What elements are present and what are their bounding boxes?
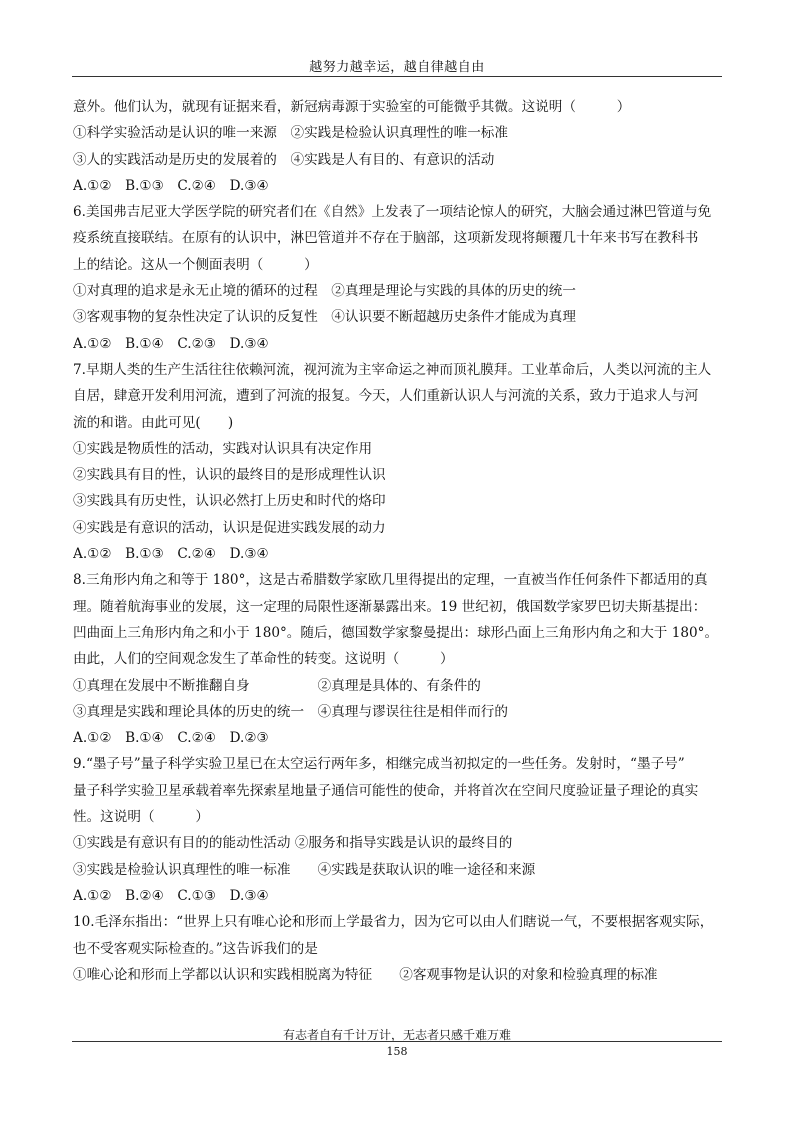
- text-line: 自居，肆意开发利用河流，遭到了河流的报复。今天，人们重新认识人与河流的关系，致力于追求人与河: [73, 388, 699, 405]
- question-10-text: 10.毛泽东指出：“世界上只有唯心论和形而上学最省力，因为它可以由人们瞎说一气，不要根据客观实际，: [73, 914, 714, 931]
- question-7-text: 7.早期人类的生产生活往往依赖河流，视河流为主宰命运之神而顶礼膜拜。工业革命后，人类以河流的主人: [73, 361, 712, 378]
- option-line: ①真理在发展中不断推翻自身 ②真理是具体的、有条件的: [73, 677, 481, 694]
- header-motto: 越努力越幸运，越自律越自由: [309, 60, 485, 75]
- question-8-text: 8.三角形内角之和等于 180°，这是古希腊数学家欧几里得提出的定理，一直被当作任何条件下都适用的真: [73, 572, 708, 589]
- option-line: ③真理是实践和理论具体的历史的统一 ④真理与谬误往往是相伴而行的: [73, 703, 508, 720]
- option-line: ③实践具有历史性，认识必然打上历史和时代的烙印: [73, 493, 386, 510]
- text-line: 疫系统直接联结。在原有的认识中，淋巴管道并不存在于脑部，这项新发现将颠覆几十年来书写在教科书: [73, 230, 699, 247]
- text-line: 性。这说明（ ）: [73, 809, 209, 826]
- option-line: ③人的实践活动是历史的发展着的 ④实践是人有目的、有意识的活动: [73, 151, 495, 168]
- text-line: 意外。他们认为，就现有证据来看，新冠病毒源于实验室的可能微乎其微。这说明（ ）: [73, 99, 631, 115]
- answer-choices: A.①② B.①③ C.②④ D.③④: [73, 177, 269, 194]
- question-content: [73, 94, 725, 988]
- text-line: 量子科学实验卫星承载着率先探索星地量子通信可能性的使命，并将首次在空间尺度验证量子理论的真实: [73, 782, 699, 799]
- page-number: 158: [386, 1045, 408, 1058]
- option-line: ①科学实验活动是认识的唯一来源 ②实践是检验认识真理性的唯一标准: [73, 125, 508, 142]
- text-line: 理。随着航海事业的发展，这一定理的局限性逐渐暴露出来。19 世纪初，俄国数学家罗巴切夫斯基提出：: [73, 598, 707, 615]
- answer-choices: A.①② B.①③ C.②④ D.③④: [73, 546, 269, 563]
- option-line: ②实践具有目的性，认识的最终目的是形成理性认识: [73, 467, 386, 484]
- option-line: ③客观事物的复杂性决定了认识的反复性 ④认识要不断超越历史条件才能成为真理: [73, 309, 576, 326]
- answer-choices: A.①② B.①④ C.②③ D.③④: [73, 335, 269, 352]
- footer-divider: [72, 1041, 722, 1042]
- answer-choices: A.①② B.②④ C.①③ D.③④: [73, 887, 269, 904]
- footer-motto: 有志者自有千计万计，无志者只感千难万难: [282, 1028, 511, 1042]
- header-divider: [72, 76, 722, 77]
- answer-choices: A.①② B.①④ C.②④ D.②③: [73, 730, 269, 747]
- option-line: ①唯心论和形而上学都以认识和实践相脱离为特征 ②客观事物是认识的对象和检验真理的标准: [73, 966, 658, 983]
- option-line: ①对真理的追求是永无止境的循环的过程 ②真理是理论与实践的具体的历史的统一: [73, 283, 576, 300]
- text-line: 流的和谐。由此可见( ): [73, 414, 234, 431]
- option-line: ①实践是有意识有目的的能动性活动 ②服务和指导实践是认识的最终目的: [73, 835, 513, 852]
- option-line: ①实践是物质性的活动，实践对认识具有决定作用: [73, 440, 373, 457]
- question-9-text: 9.“墨子号”量子科学实验卫星已在太空运行两年多，相继完成当初拟定的一些任务。发射时，“墨子号”: [73, 756, 685, 773]
- text-line: 凹曲面上三角形内角之和小于 180°。随后，德国数学家黎曼提出：球形凸面上三角形内角之和大于 180°。: [73, 624, 719, 641]
- question-6-text: 6.美国弗吉尼亚大学医学院的研究者们在《自然》上发表了一项结论惊人的研究，大脑会通过淋巴管道与免: [73, 204, 712, 221]
- text-line: 上的结论。这从一个侧面表明（ ）: [73, 256, 318, 273]
- text-line: 由此，人们的空间观念发生了革命性的转变。这说明（ ）: [73, 651, 454, 668]
- option-line: ④实践是有意识的活动，认识是促进实践发展的动力: [73, 519, 386, 536]
- text-line: 也不受客观实际检查的。”这告诉我们的是: [73, 940, 318, 957]
- option-line: ③实践是检验认识真理性的唯一标准 ④实践是获取认识的唯一途径和来源: [73, 861, 536, 878]
